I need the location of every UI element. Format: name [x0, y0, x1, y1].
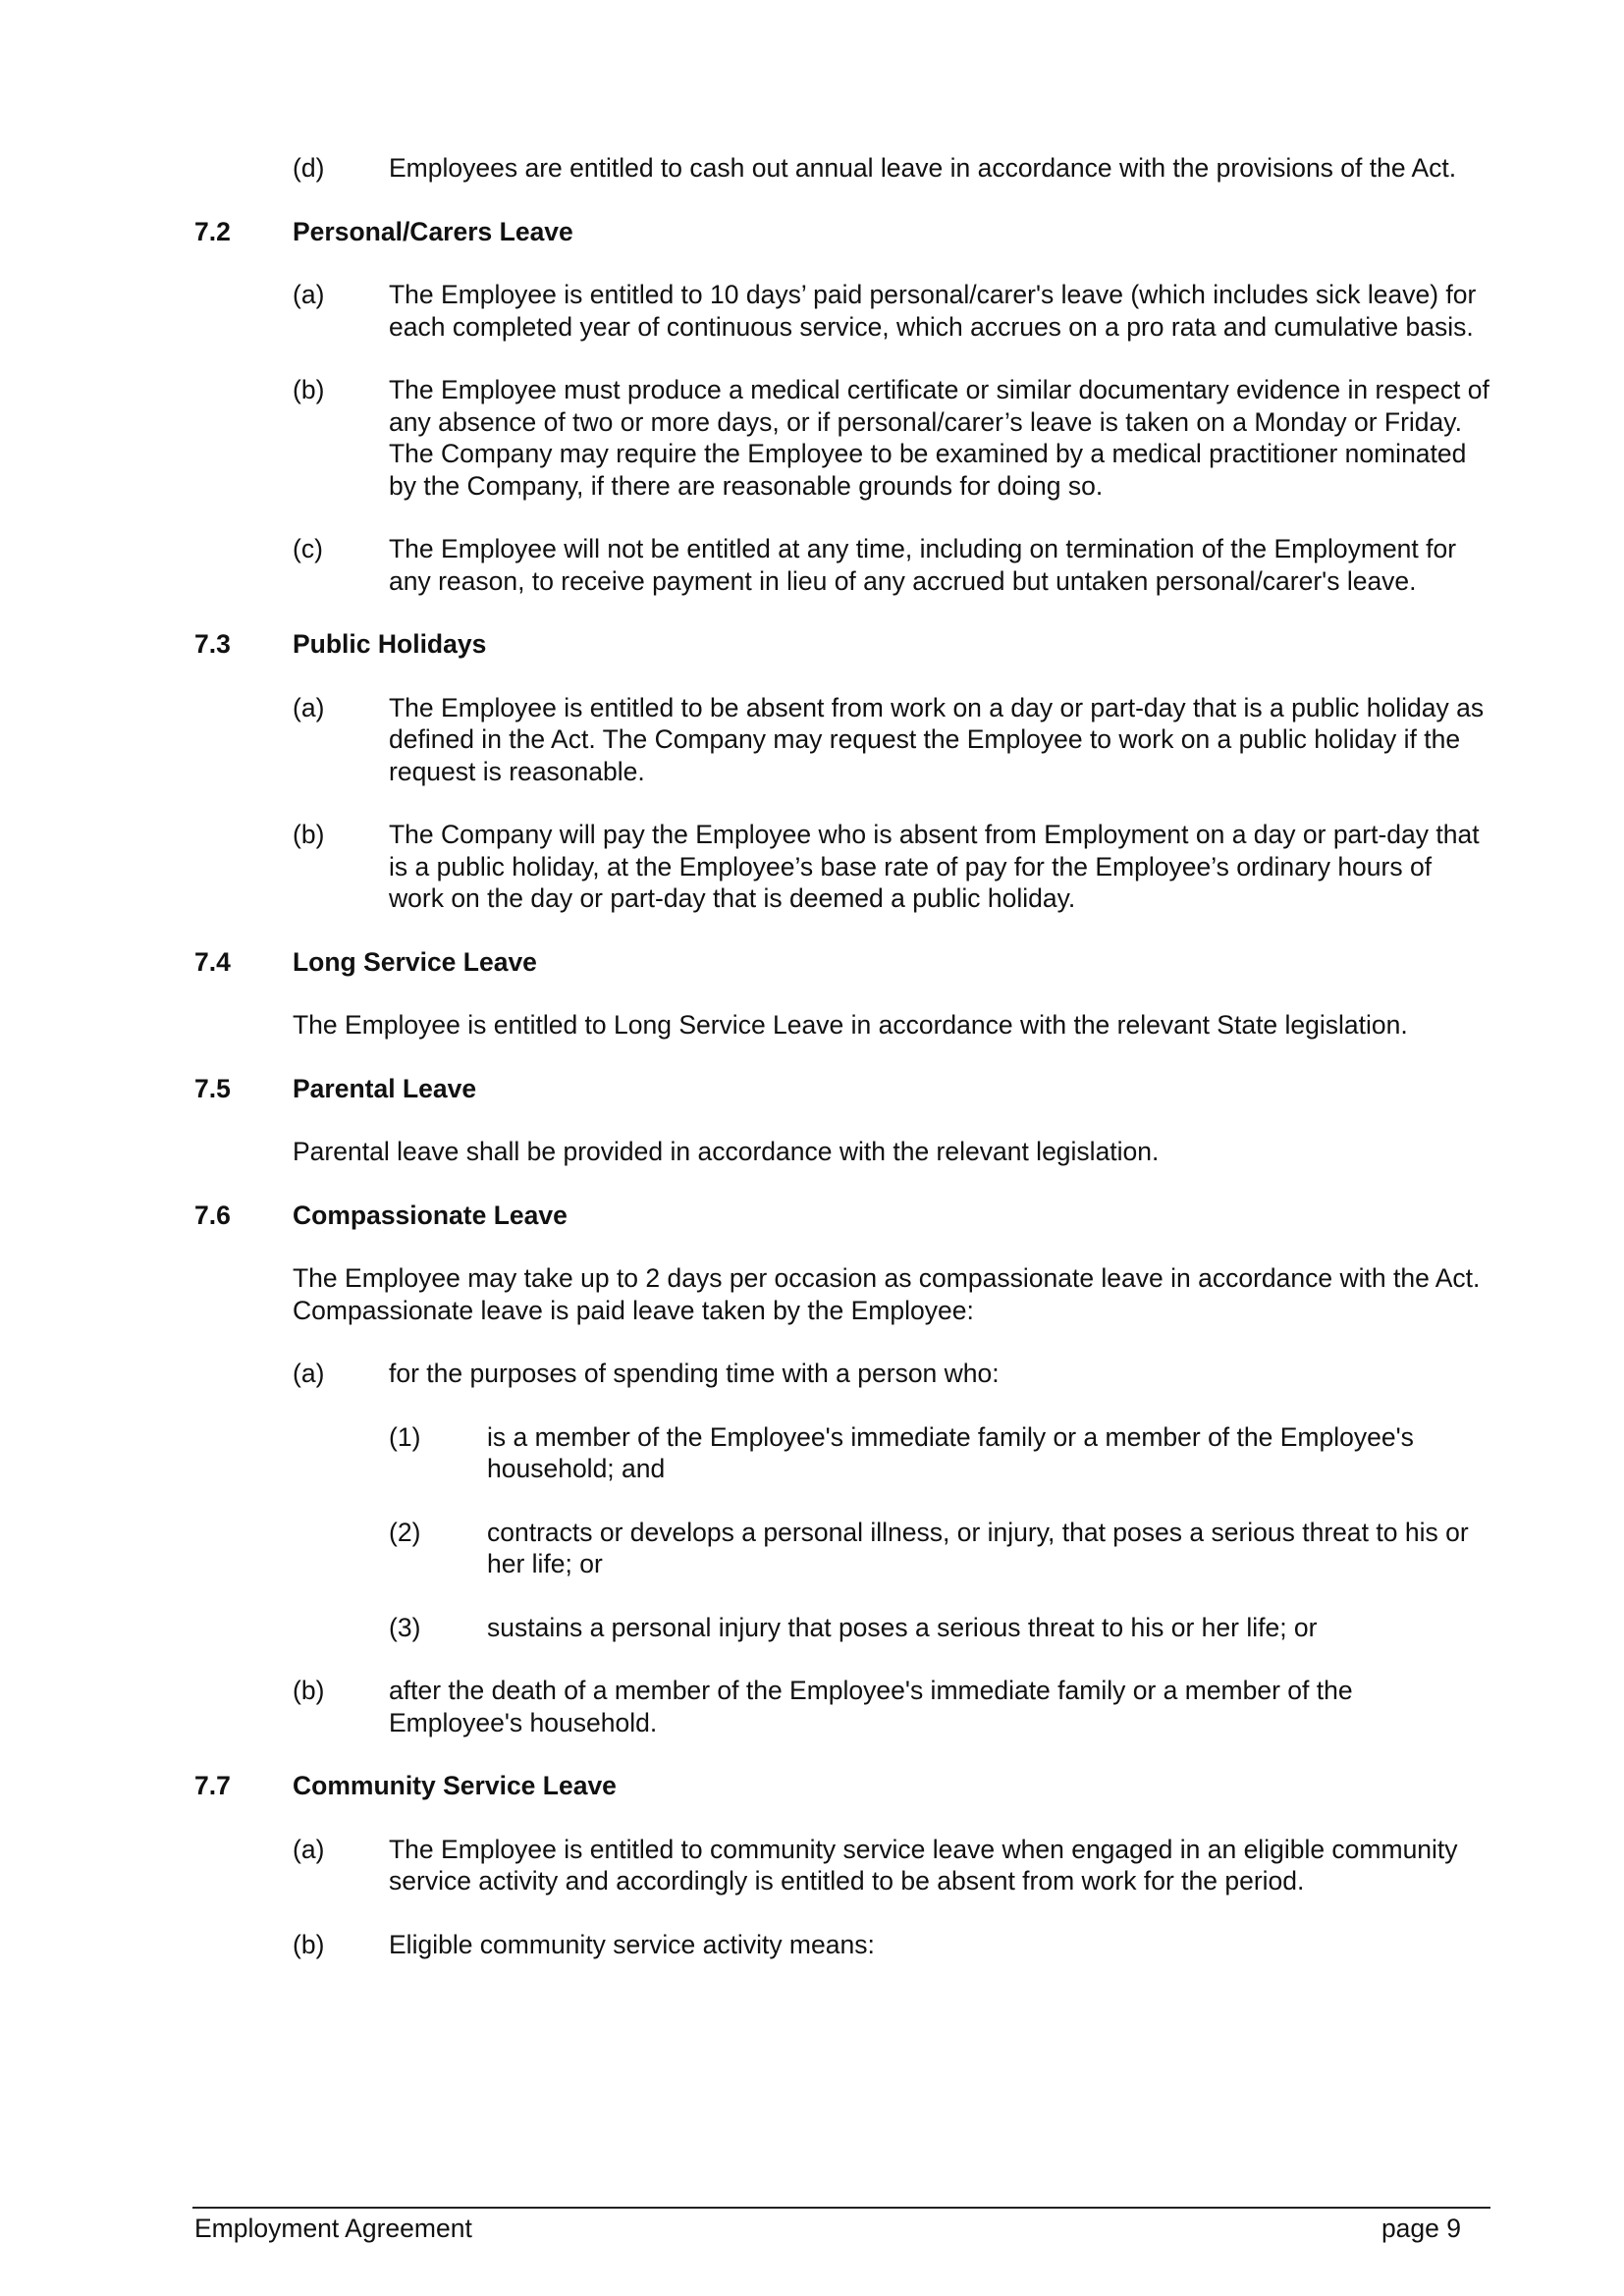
body-paragraph-text: The Employee is entitled to Long Service Leave in accordance with the relevant State legislation. [293, 1010, 1408, 1040]
clause-item [293, 1675, 1490, 1738]
section-heading-text: Community Service Leave [293, 1771, 617, 1800]
clause-item-number: (b) [293, 820, 325, 849]
body-paragraph [293, 1262, 1490, 1326]
section-heading-text: Personal/Carers Leave [293, 216, 573, 246]
section-heading [194, 1200, 1490, 1232]
section-heading [194, 628, 1490, 661]
section-heading [194, 1073, 1490, 1105]
clause-item-text: The Employee is entitled to community service leave when engaged in an eligible community service activity and accordingly is entitled to be absent from work for the period. [389, 1834, 1458, 1896]
section-heading-text: Long Service Leave [293, 946, 537, 977]
subclause-item-text: is a member of the Employee's immediate family or a member of the Employee's household; and [487, 1421, 1414, 1483]
section-heading [194, 1770, 1490, 1802]
clause-item-number: (a) [293, 1834, 325, 1864]
clause-item-number: (b) [293, 1676, 325, 1705]
clause-item [293, 152, 1490, 185]
section-heading [194, 946, 1490, 979]
body-paragraph [293, 1009, 1490, 1041]
clause-item-text: The Employee will not be entitled at any time, including on termination of the Employment for any reason, to receive payment in lieu of any accrued but untaken personal/carer's leave. [389, 534, 1457, 596]
clause-item [293, 533, 1490, 597]
clause-item [293, 279, 1490, 343]
clause-item-text: The Company will pay the Employee who is absent from Employment on a day or part-day that is a public holiday, at the Employee’s base rate of pay for the Employee’s ordinary hours of work on the day or part-day that is deemed a public holiday. [389, 820, 1480, 913]
section-heading [194, 216, 1490, 248]
body-paragraph-text: Parental leave shall be provided in accordance with the relevant legislation. [293, 1137, 1160, 1166]
subclause-item-text: contracts or develops a personal illness, or injury, that poses a serious threat to his or her life; or [487, 1517, 1469, 1578]
subclause-item [389, 1517, 1490, 1580]
subclause-item [389, 1612, 1490, 1644]
subclause-item-number: (1) [389, 1421, 421, 1452]
clause-item-number: (a) [293, 692, 325, 722]
document-body [194, 152, 1490, 1960]
clause-item-text: Eligible community service activity means: [389, 1929, 875, 1959]
section-heading-text: Public Holidays [293, 629, 487, 659]
clause-item-number: (a) [293, 280, 325, 309]
clause-item [293, 1358, 1490, 1390]
clause-item-text: The Employee is entitled to be absent from work on a day or part-day that is a public holiday as defined in the Act. The Company may request the Employee to work on a public holiday if the request is reasonable. [389, 692, 1485, 786]
clause-item-number: (c) [293, 534, 323, 563]
section-heading-text: Compassionate Leave [293, 1200, 568, 1230]
clause-item [293, 374, 1490, 502]
clause-item [293, 819, 1490, 915]
clause-item-text: Employees are entitled to cash out annual leave in accordance with the provisions of the Act. [389, 153, 1457, 183]
clause-item-text: The Employee is entitled to 10 days’ paid personal/carer's leave (which includes sick leave) for each completed year of continuous service, which accrues on a pro rata and cumulative basis. [389, 280, 1477, 342]
section-heading-text: Parental Leave [293, 1073, 477, 1103]
clause-item-text: The Employee must produce a medical certificate or similar documentary evidence in respect of any absence of two or more days, or if personal/carer’s leave is taken on a Monday or Friday. The Company may require the Employee to be examined by a medical practitioner nominated by the Company, if there are reasonable grounds for doing so. [389, 375, 1489, 501]
body-paragraph-text: The Employee may take up to 2 days per occasion as compassionate leave in accordance with the Act. Compassionate leave is paid leave taken by the Employee: [293, 1263, 1481, 1325]
clause-item-text: after the death of a member of the Employee's immediate family or a member of the Employee's household. [389, 1676, 1353, 1737]
subclause-item-number: (3) [389, 1612, 421, 1642]
body-paragraph [293, 1136, 1490, 1168]
subclause-item-number: (2) [389, 1517, 421, 1547]
clause-item-text: for the purposes of spending time with a person who: [389, 1359, 1000, 1388]
section-heading-number: 7.5 [194, 1073, 231, 1103]
section-heading-number: 7.3 [194, 629, 231, 659]
clause-item-number: (b) [293, 1929, 325, 1959]
footer-divider [192, 2207, 1490, 2209]
clause-item-number: (a) [293, 1359, 325, 1388]
clause-item [293, 692, 1490, 788]
section-heading-number: 7.7 [194, 1771, 231, 1800]
section-heading-number: 7.6 [194, 1200, 231, 1230]
footer-document-title: Employment Agreement [194, 2214, 472, 2243]
subclause-item-text: sustains a personal injury that poses a serious threat to his or her life; or [487, 1612, 1318, 1642]
footer-page-number: page 9 [1380, 2214, 1461, 2243]
clause-item [293, 1929, 1490, 1961]
section-heading-number: 7.4 [194, 946, 231, 977]
clause-item-number: (b) [293, 375, 325, 404]
section-heading-number: 7.2 [194, 216, 231, 246]
clause-item [293, 1834, 1490, 1897]
clause-item-number: (d) [293, 153, 325, 183]
subclause-item [389, 1421, 1490, 1485]
